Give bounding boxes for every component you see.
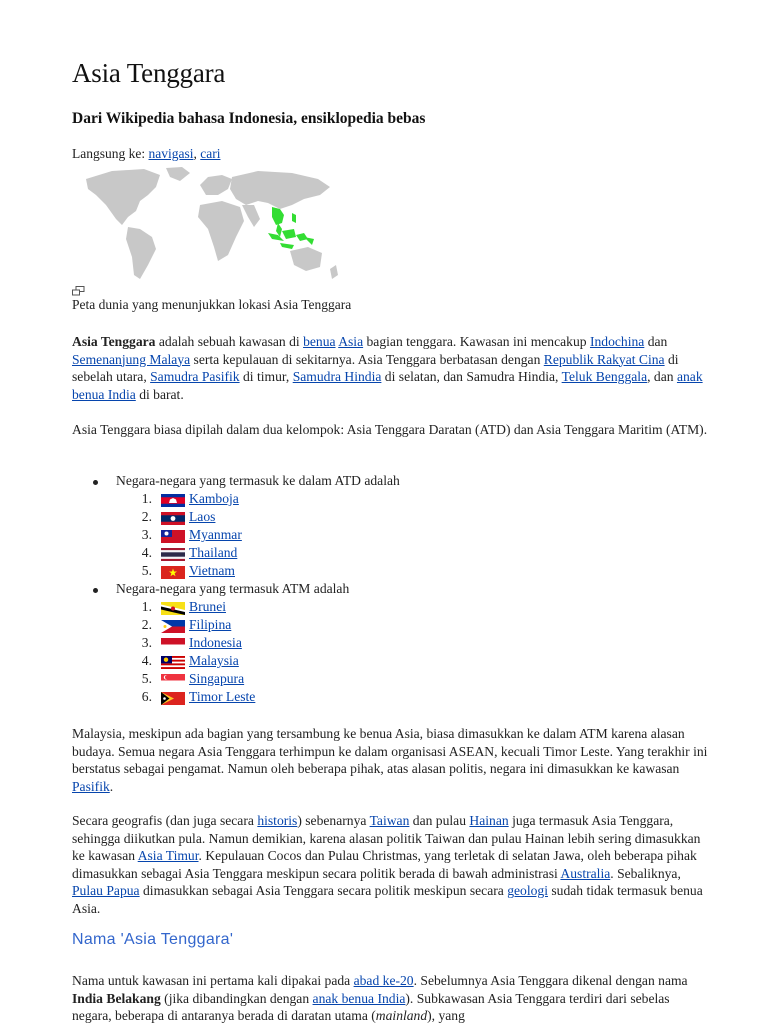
geography-paragraph: Secara geografis (dan juga secara historis) sebenarnya Taiwan dan pulau Hainan juga termasuk Asia Tenggara, sehingga diikutkan pula. Namun demikian, karena alasan politik Taiwan dan pulau Hainan lebih sering dimasukkan ke kawasan Asia Timur. Kepulauan Cocos dan Pulau Christmas, yang terletak di selatan Jawa, oleh beberapa pihak dimasukkan sebagai Asia Tenggara meskipun secara politik berada di bawah administrasi Australia. Sebaliknya, Pulau Papua dimasukkan sebagai Asia Tenggara secara politik meskipun secara geologi sudah tidak termasuk benua Asia. [72, 813, 703, 916]
link-thailand[interactable]: Thailand [189, 545, 238, 560]
flag-indonesia-icon [161, 638, 185, 651]
link-pulau-papua[interactable]: Pulau Papua [72, 883, 140, 899]
link-asia[interactable]: Asia [338, 334, 364, 349]
search-link[interactable]: cari [200, 146, 221, 161]
navigation-link[interactable]: navigasi [148, 146, 194, 161]
bold-term: Asia Tenggara [72, 334, 156, 349]
map-caption: Peta dunia yang menunjukkan lokasi Asia Tenggara [72, 297, 352, 312]
link-benua[interactable]: benua [303, 334, 336, 349]
groups-paragraph: Asia Tenggara biasa dipilah dalam dua kelompok: Asia Tenggara Daratan (ATD) dan Asia Tenggara Maritim (ATM). [72, 422, 708, 437]
intro-paragraph: Asia Tenggara adalah sebuah kawasan di benua Asia bagian tenggara. Kawasan ini mencakup Indochina dan Semenanjung Malaya serta kepulauan di sekitarnya. Asia Tenggara berbatasan dengan Republik Rakyat Cina di sebelah utara, Samudra Pasifik di timur, Samudra Hindia di selatan, dan Samudra Hindia, Teluk Benggala, dan anak benua India di barat. [72, 334, 703, 402]
link-myanmar[interactable]: Myanmar [189, 527, 242, 542]
link-historis[interactable]: historis [257, 813, 298, 828]
country-item: 2. Laos [141, 509, 216, 524]
country-item: 1. Brunei [141, 599, 226, 614]
country-item: 6. Timor Leste [141, 689, 256, 704]
link-hainan[interactable]: Hainan [469, 813, 509, 828]
country-item: 4. Thailand [141, 545, 238, 560]
link-timor-leste[interactable]: Timor Leste [189, 689, 256, 704]
link-anak-benua-india-2[interactable]: anak benua India [312, 990, 406, 1006]
country-item: 3. Myanmar [141, 527, 242, 542]
list-item: Negara-negara yang termasuk ATM adalah [72, 581, 712, 599]
flag-kamboja-icon [161, 494, 185, 507]
italic-term: mainland [375, 1008, 428, 1024]
flag-malaysia-icon [161, 656, 185, 669]
link-singapura[interactable]: Singapura [189, 671, 245, 686]
jump-links [72, 146, 220, 162]
flag-filipina-icon [161, 620, 185, 633]
link-asia-timur[interactable]: Asia Timur [137, 848, 199, 864]
link-australia[interactable]: Australia [560, 865, 611, 881]
link-indochina[interactable]: Indochina [589, 334, 645, 349]
country-item: 1. Kamboja [141, 491, 239, 506]
flag-thailand-icon [161, 548, 185, 561]
malaysia-paragraph: Malaysia, meskipun ada bagian yang tersambung ke benua Asia, biasa dimasukkan ke dalam ATM karena alasan budaya. Semua negara Asia Tenggara terhimpun ke dalam organisasi ASEAN, kecuali Timor Leste. Yang terakhir ini berstatus sebagai pengamat. Namun oleh beberapa pihak, atas alasan politis, negara ini dimasukkan ke kawasan Pasifik. [72, 726, 708, 794]
country-lists [72, 473, 712, 707]
link-samudra-hindia[interactable]: Samudra Hindia [292, 369, 382, 385]
link-filipina[interactable]: Filipina [189, 617, 232, 632]
list-item: Negara-negara yang termasuk ke dalam ATD adalah [72, 473, 712, 491]
link-anak-benua-india[interactable]: anak benua India [72, 369, 703, 402]
link-abad-ke-20[interactable]: abad ke-20 [353, 973, 414, 988]
country-item: 5. Singapura [141, 671, 245, 686]
link-taiwan[interactable]: Taiwan [369, 813, 410, 828]
section-heading-nama: Nama 'Asia Tenggara' [72, 931, 234, 948]
country-item: 3. Indonesia [141, 635, 242, 650]
country-item: 4. Malaysia [141, 653, 239, 668]
bullet-icon [93, 480, 98, 485]
flag-myanmar-icon [161, 530, 185, 543]
country-item: 2. Filipina [141, 617, 232, 632]
link-geologi[interactable]: geologi [507, 883, 548, 899]
link-malaysia[interactable]: Malaysia [189, 653, 239, 668]
world-map-image[interactable] [82, 165, 340, 285]
link-kamboja[interactable]: Kamboja [189, 491, 239, 506]
link-vietnam[interactable]: Vietnam [189, 563, 235, 578]
link-rrc[interactable]: Republik Rakyat Cina [543, 351, 665, 367]
name-paragraph: Nama untuk kawasan ini pertama kali dipakai pada abad ke-20. Sebelumnya Asia Tenggara dikenal dengan nama India Belakang (jika dibandingkan dengan anak benua India). Subkawasan Asia Tenggara terdiri dari sebelas negara, beberapa di antaranya berada di daratan utama (mainland), yang [72, 973, 688, 1024]
flag-singapura-icon [161, 674, 185, 687]
bold-term: India Belakang [72, 990, 161, 1006]
link-semenanjung-malaya[interactable]: Semenanjung Malaya [72, 351, 191, 367]
jump-prefix: Langsung ke: [72, 146, 149, 161]
jump-separator: , [193, 146, 201, 161]
flag-laos-icon [161, 512, 185, 525]
flag-timor-leste-icon [161, 692, 185, 705]
link-brunei[interactable]: Brunei [189, 599, 226, 614]
link-samudra-pasifik[interactable]: Samudra Pasifik [150, 369, 240, 385]
link-laos[interactable]: Laos [189, 509, 216, 524]
country-item: 5. Vietnam [141, 563, 235, 578]
bullet-icon [93, 588, 98, 593]
flag-brunei-icon [161, 602, 185, 615]
flag-vietnam-icon [161, 566, 185, 579]
link-teluk-benggala[interactable]: Teluk Benggala [561, 369, 648, 385]
site-subtitle: Dari Wikipedia bahasa Indonesia, ensiklopedia bebas [72, 110, 426, 127]
link-indonesia[interactable]: Indonesia [189, 635, 242, 650]
link-pasifik[interactable]: Pasifik [72, 778, 110, 794]
page-title: Asia Tenggara [72, 58, 226, 88]
